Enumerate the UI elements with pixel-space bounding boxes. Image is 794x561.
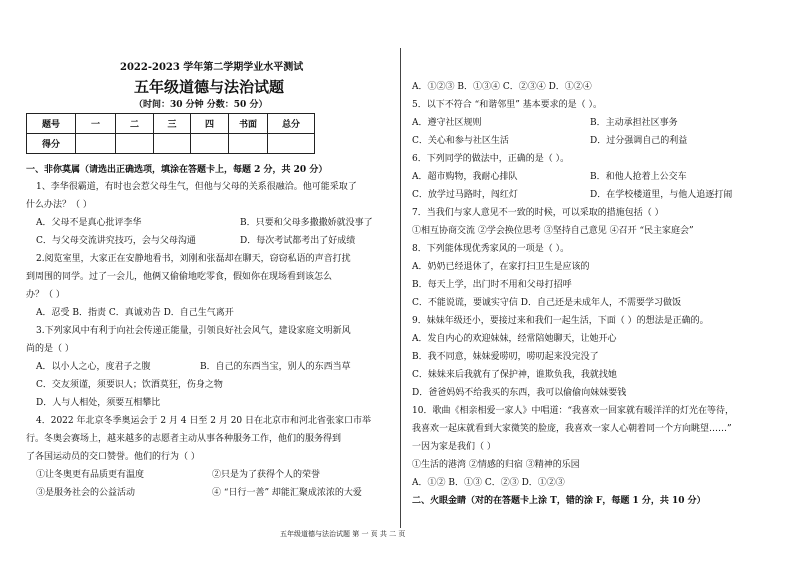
q4-abcd-options: A．①②③ B．①③④ C．②③④ D．①②④	[412, 82, 592, 92]
q10-abcd-options: A．①② B．①③ C．②③ D．①②③	[412, 478, 565, 488]
q2-stem-cont: 办？（ ）	[26, 290, 65, 300]
q1-stem: 1、李华很霸道，有时也会惹父母生气，但他与父母的关系很融洽。他可能采取了	[36, 182, 357, 192]
score-cell	[116, 134, 154, 154]
q5-option-c: C．关心和参与社区生活	[412, 136, 509, 146]
q4-stem-cont: 行。冬奥会赛场上，越来越多的志愿者主动从事各种服务工作，他们的服务得到	[26, 434, 342, 444]
score-cell	[191, 134, 229, 154]
q3-option-b: B．自己的东西当宝，别人的东西当草	[200, 362, 351, 372]
q8-option-a: A．奶奶已经退休了，在家打扫卫生是应该的	[412, 262, 590, 272]
q4-option-4: ④ “日行一善” 却能汇聚成浓浓的大爱	[212, 488, 362, 498]
page-footer: 五年级道德与法治试题 第 一 页 共 二 页	[280, 530, 406, 538]
q1-option-c: C．与父母交流讲究技巧，会与父母沟通	[36, 236, 196, 246]
q10-stem-cont: 我喜欢一起床就看到大家微笑的脸庞，我喜欢一家人心朝着同一个方向眺望……”	[412, 424, 732, 434]
q6-stem: 6．下列同学的做法中，正确的是（ ）。	[412, 154, 570, 164]
q4-option-1: ①让冬奥更有品质更有温度	[36, 470, 145, 480]
q6-option-c: C．放学过马路时，闯红灯	[412, 190, 518, 200]
q5-option-d: D．过分强调自己的利益	[590, 136, 688, 146]
q3-option-a: A．以小人之心，度君子之腹	[36, 362, 151, 372]
score-table-header-row	[27, 114, 315, 134]
q6-option-b: B．和他人抢着上公交车	[590, 172, 687, 182]
q8-option-cd: C．不能说谎，要诚实守信 D．自己还是未成年人，不需要学习做饭	[412, 298, 681, 308]
q9-option-c: C．妹妹来后我就有了保护神，谁欺负我，我就找她	[412, 370, 617, 380]
q10-stem: 10．歌曲《相亲相爱一家人》中唱道：“我喜欢一回家就有暖洋洋的灯光在等待，	[412, 406, 735, 416]
q2-stem-cont: 到周围的同学。过了一会儿，他俩又偷偷地吃零食，假如你在现场看到该怎么	[26, 272, 333, 282]
q10-options: ①生活的港湾 ②情感的归宿 ③精神的乐园	[412, 460, 580, 470]
score-cell: 三	[154, 114, 191, 134]
q4-option-2: ②只是为了获得个人的荣誉	[212, 470, 321, 480]
subject-title: 五年级道德与法治试题	[134, 78, 285, 96]
score-cell: 题号	[27, 114, 76, 134]
score-table	[26, 113, 315, 154]
section1-title: 一、非你莫属（请选出正确选项，填涂在答题卡上，每题 2 分，共 20 分）	[26, 165, 328, 175]
exam-year-title: 2022-2023 学年第二学期学业水平测试	[120, 62, 304, 73]
score-cell	[76, 134, 116, 154]
q3-stem: 3.下列家风中有利于向社会传递正能量，引领良好社会风气，建设家庭文明新风	[36, 326, 351, 336]
score-cell	[268, 134, 315, 154]
q3-option-c: C．交友须谨，须要识人；饮酒莫狂，伤身之物	[36, 380, 223, 390]
q6-option-a: A．超市购物，我耐心排队	[412, 172, 518, 182]
q5-option-b: B．主动承担社区事务	[590, 118, 678, 128]
q5-option-a: A．遵守社区规则	[412, 118, 482, 128]
q8-option-b: B．每天上学，出门时不用和父母打招呼	[412, 280, 572, 290]
section2-title: 二、火眼金睛（对的在答题卡上涂 T，错的涂 F，每题 1 分，共 10 分）	[412, 496, 706, 506]
score-cell	[229, 134, 268, 154]
score-cell: 书面	[229, 114, 268, 134]
q1-option-a: A．父母不是真心批评李华	[36, 218, 142, 228]
q9-option-b: B．我不同意，妹妹爱唠叨，唠叨起来没完没了	[412, 352, 599, 362]
q4-stem-cont: 了各国运动员的交口赞誉。他们的行为（ ）	[26, 452, 200, 462]
q3-stem-cont: 尚的是（ ）	[26, 344, 74, 354]
q3-option-d: D．人与人相处，须要互相攀比	[36, 398, 161, 408]
q10-stem-cont: 一因为家是我们（ ）	[412, 442, 496, 452]
q2-options: A．忍受 B．指责 C．真诚劝告 D．自己生气离开	[36, 308, 234, 318]
q8-stem: 8．下列能体现优秀家风的一项是（ ）。	[412, 244, 570, 254]
q1-stem-cont: 什么办法？（ ）	[26, 200, 92, 210]
score-cell: 四	[191, 114, 229, 134]
column-divider	[400, 48, 401, 528]
score-cell: 一	[76, 114, 116, 134]
q9-stem: 9．妹妹年级还小，要接过来和我们一起生活，下面（ ）的想法是正确的。	[412, 316, 709, 326]
q4-stem: 4．2022 年北京冬季奥运会于 2 月 4 日至 2 月 20 日在北京市和河北省张家口市举	[36, 416, 372, 426]
q5-stem: 5．以下不符合 “和谐邻里” 基本要求的是（ ）。	[412, 100, 603, 110]
score-cell: 总分	[268, 114, 315, 134]
q7-options: ①相互协商交流 ②学会换位思考 ③坚持自己意见 ④召开 “民主家庭会”	[412, 226, 694, 236]
q9-option-d: D．爸爸妈妈不给我买的东西，我可以偷偷向妹妹要钱	[412, 388, 627, 398]
q1-option-d: D．每次考试都考出了好成绩	[240, 236, 356, 246]
q7-stem: 7．当我们与家人意见不一致的时候，可以采取的措施包括（ ）	[412, 208, 664, 218]
time-info: （时间：30 分钟 分数：50 分）	[134, 100, 268, 110]
q4-option-3: ③是服务社会的公益活动	[36, 488, 136, 498]
score-cell: 得分	[27, 134, 76, 154]
q6-option-d: D．在学校楼道里，与他人追逐打闹	[590, 190, 733, 200]
score-cell	[154, 134, 191, 154]
score-cell: 二	[116, 114, 154, 134]
score-table-score-row	[27, 134, 315, 154]
q1-option-b: B．只要和父母多撒撒娇就没事了	[240, 218, 373, 228]
q9-option-a: A．发自内心的欢迎妹妹，经常陪她聊天，让她开心	[412, 334, 617, 344]
q2-stem: 2.阅览室里，大家正在安静地看书，刘刚和张磊却在聊天，窃窃私语的声音打扰	[36, 254, 351, 264]
